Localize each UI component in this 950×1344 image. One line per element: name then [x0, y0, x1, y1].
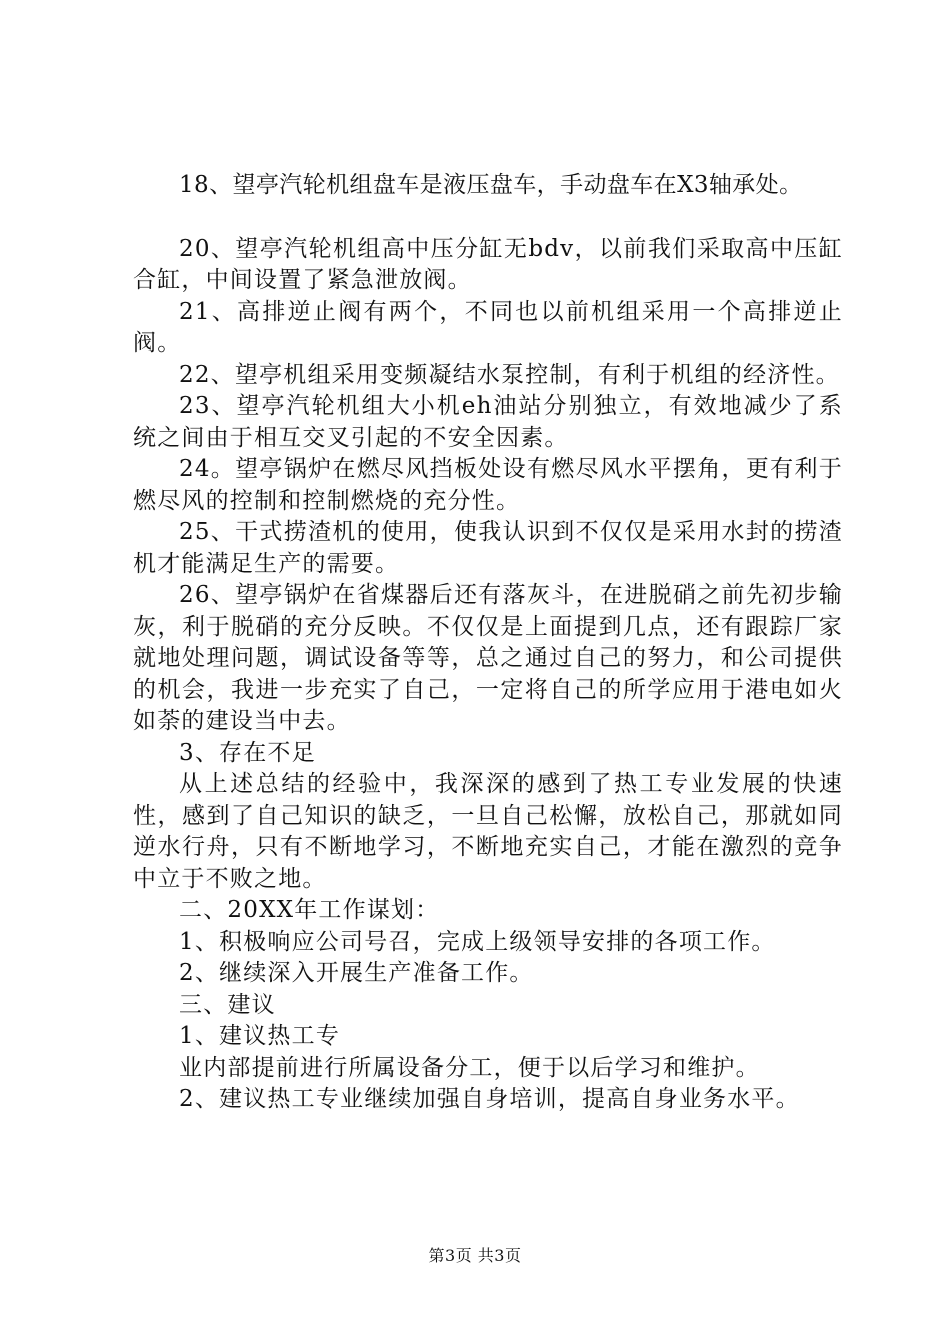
- paragraph-18: 18、望亭汽轮机组盘车是液压盘车，手动盘车在X3轴承处。: [179, 172, 803, 198]
- page-number-footer: 第3页 共3页: [428, 1246, 522, 1265]
- paragraph-shortcomings: 从上述总结的经验中，我深深的感到了热工专业发展的快速性，感到了自己知识的缺乏，一旦自己松懈，放松自己，那就如同逆水行舟，只有不断地学习，不断地充实自己，才能在激烈的竞争中立于不败之地。: [133, 771, 843, 892]
- plan-item-1: 1、积极响应公司号召，完成上级领导安排的各项工作。: [179, 928, 776, 955]
- paragraph-24: 24。望亭锅炉在燃尽风挡板处设有燃尽风水平摆角，更有利于燃尽风的控制和控制燃烧的充分性。: [133, 456, 843, 514]
- suggestion-item-2: 2、建议热工专业继续加强自身培训，提高自身业务水平。: [179, 1086, 800, 1112]
- paragraph-26: 26、望亭锅炉在省煤器后还有落灰斗，在进脱硝之前先初步输灰，利于脱硝的充分反映。不仅仅是上面提到几点，还有跟踪厂家就地处理问题，调试设备等等，总之通过自己的努力，和公司提供的机会，我进一步充实了自己，一定将自己的所学应用于港电如火如荼的建设当中去。: [133, 582, 843, 734]
- plan-item-2: 2、继续深入开展生产准备工作。: [179, 960, 534, 986]
- paragraph-21: 21、高排逆止阀有两个，不同也以前机组采用一个高排逆止阀。: [133, 298, 843, 356]
- suggestion-item-1: 1、建议热工专: [179, 1023, 341, 1049]
- section-heading-suggestions: 三、建议: [179, 991, 276, 1018]
- document-body: [133, 170, 843, 1116]
- paragraph-25: 25、干式捞渣机的使用，使我认识到不仅仅是采用水封的捞渣机才能满足生产的需要。: [133, 519, 843, 577]
- paragraph-20: 20、望亭汽轮机组高中压分缸无bdv，以前我们采取高中压缸合缸，中间设置了紧急泄放阀。: [133, 235, 843, 293]
- suggestion-item-1-continued: 业内部提前进行所属设备分工，便于以后学习和维护。: [179, 1054, 760, 1081]
- paragraph-22: 22、望亭机组采用变频凝结水泵控制，有利于机组的经济性。: [179, 361, 840, 388]
- section-heading-plan: 二、20XX年工作谋划：: [179, 897, 440, 923]
- paragraph-23: 23、望亭汽轮机组大小机eh油站分别独立，有效地减少了系统之间由于相互交叉引起的不安全因素。: [133, 393, 843, 451]
- section-heading-shortcomings: 3、存在不足: [179, 739, 316, 766]
